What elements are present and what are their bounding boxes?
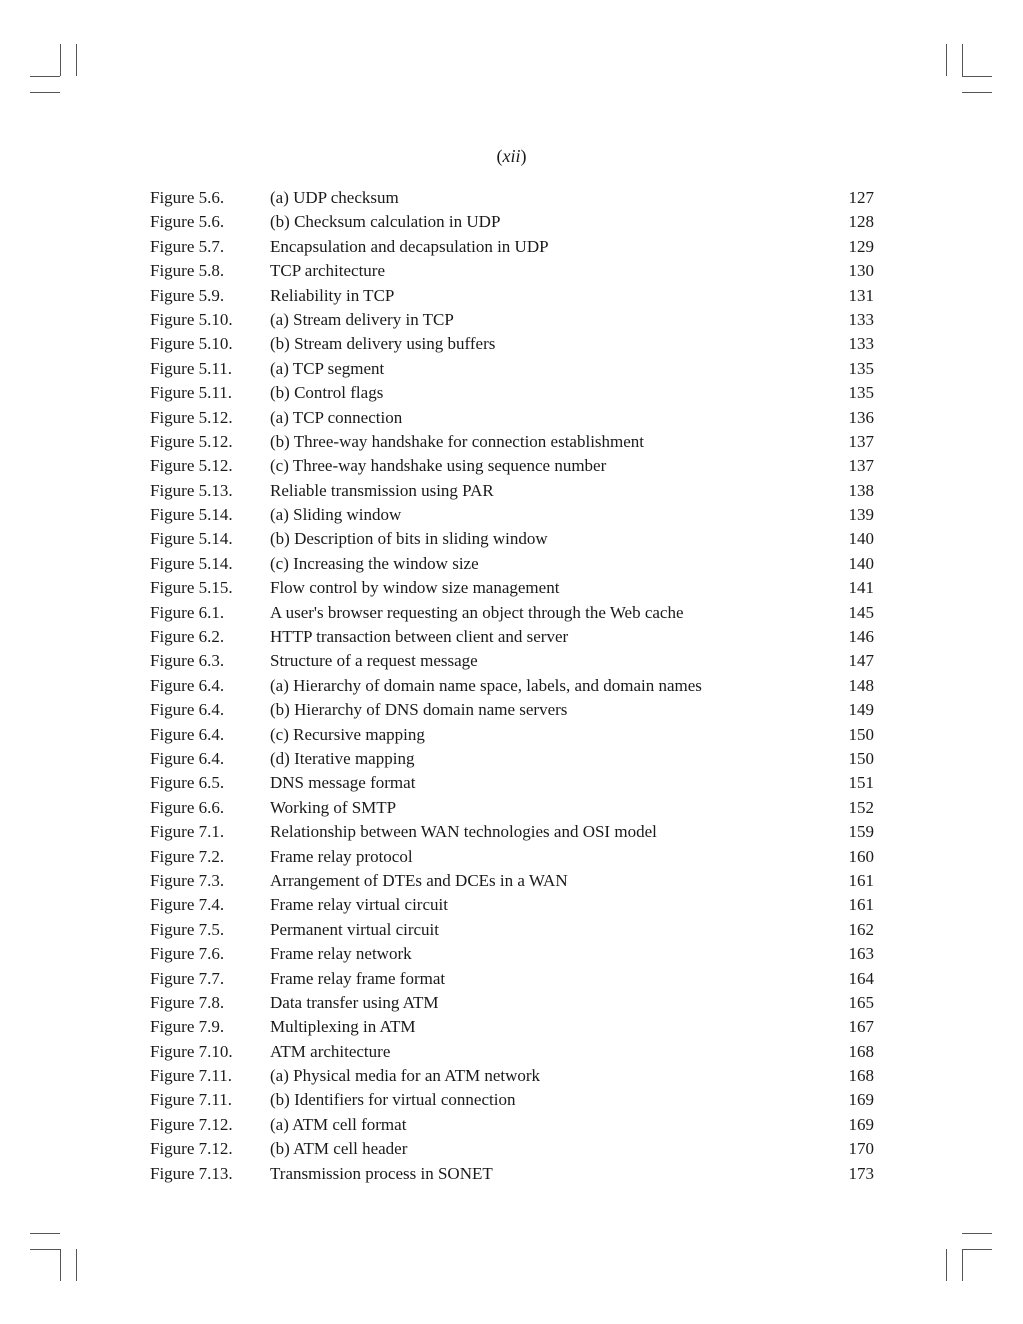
figure-title: HTTP transaction between client and server — [270, 627, 569, 647]
figure-page-number: 138 — [848, 480, 874, 500]
figure-title: (d) Iterative mapping — [270, 748, 415, 768]
figure-entry — [150, 845, 874, 869]
crop-mark — [60, 44, 61, 76]
figure-title: (a) Physical media for an ATM network — [270, 1066, 541, 1086]
figure-entry — [150, 893, 874, 917]
figure-page-number: 146 — [848, 627, 874, 647]
figure-entry — [150, 210, 874, 234]
figure-entry — [150, 479, 874, 503]
figure-number: Figure 5.7. — [150, 236, 225, 256]
crop-mark — [962, 1233, 992, 1234]
figure-page-number: 159 — [848, 822, 874, 842]
figure-title: (b) Stream delivery using buffers — [270, 334, 496, 354]
figure-number: Figure 6.4. — [150, 700, 225, 720]
figure-number: Figure 7.11. — [150, 1090, 233, 1110]
figure-title: Reliable transmission using PAR — [270, 480, 494, 500]
figure-title: Frame relay frame format — [270, 968, 446, 988]
figure-entry — [150, 284, 874, 308]
figure-entry — [150, 259, 874, 283]
figure-title: (a) Hierarchy of domain name space, labels, and domain names — [270, 675, 702, 695]
crop-mark — [30, 1249, 60, 1250]
figure-entry — [150, 406, 874, 430]
figure-page-number: 169 — [848, 1090, 874, 1110]
figure-number: Figure 5.12. — [150, 456, 233, 476]
figure-page-number: 147 — [848, 651, 874, 671]
figure-page-number: 141 — [848, 578, 874, 598]
figure-entry — [150, 1162, 874, 1186]
figure-number: Figure 6.4. — [150, 724, 225, 744]
figure-entry — [150, 820, 874, 844]
figure-number: Figure 5.8. — [150, 261, 225, 281]
figure-title: Arrangement of DTEs and DCEs in a WAN — [270, 870, 568, 890]
figure-title: Encapsulation and decapsulation in UDP — [270, 236, 549, 256]
figure-page-number: 150 — [848, 748, 874, 768]
figure-number: Figure 7.10. — [150, 1041, 233, 1061]
figure-page-number: 163 — [848, 944, 874, 964]
figure-entry — [150, 1113, 874, 1137]
figure-entry — [150, 576, 874, 600]
figure-title: Frame relay protocol — [270, 846, 413, 866]
figure-entry — [150, 674, 874, 698]
figure-number: Figure 5.14. — [150, 529, 233, 549]
figure-number: Figure 6.6. — [150, 797, 225, 817]
figure-number: Figure 5.12. — [150, 431, 233, 451]
figure-title: (b) Checksum calculation in UDP — [270, 212, 501, 232]
crop-mark — [962, 44, 963, 76]
figure-page-number: 140 — [848, 553, 874, 573]
figure-page-number: 165 — [848, 992, 874, 1012]
figure-page-number: 135 — [848, 358, 874, 378]
figure-page-number: 133 — [848, 309, 874, 329]
figure-title: Transmission process in SONET — [270, 1163, 493, 1183]
figure-entry — [150, 332, 874, 356]
figure-title: (c) Increasing the window size — [270, 553, 479, 573]
figure-entry — [150, 1040, 874, 1064]
figure-page-number: 168 — [848, 1066, 874, 1086]
figure-page-number: 136 — [848, 407, 874, 427]
figure-entry — [150, 503, 874, 527]
crop-mark — [76, 44, 77, 76]
figure-entry — [150, 381, 874, 405]
figure-page-number: 150 — [848, 724, 874, 744]
figure-page-number: 160 — [848, 846, 874, 866]
figure-title: (a) Stream delivery in TCP — [270, 309, 454, 329]
figure-number: Figure 7.9. — [150, 1017, 225, 1037]
figure-entry — [150, 308, 874, 332]
figure-page-number: 145 — [848, 602, 874, 622]
figure-page-number: 169 — [848, 1114, 874, 1134]
figure-entry — [150, 869, 874, 893]
figure-number: Figure 7.12. — [150, 1139, 233, 1159]
figure-page-number: 173 — [848, 1163, 874, 1183]
figure-entry — [150, 649, 874, 673]
figure-number: Figure 5.14. — [150, 553, 233, 573]
figure-page-number: 164 — [848, 968, 874, 988]
figure-title: (b) Identifiers for virtual connection — [270, 1090, 516, 1110]
crop-mark — [946, 44, 947, 76]
figure-number: Figure 6.3. — [150, 651, 225, 671]
figure-number: Figure 6.2. — [150, 627, 225, 647]
figure-title: (a) TCP connection — [270, 407, 403, 427]
figure-number: Figure 6.4. — [150, 675, 225, 695]
figure-entry — [150, 967, 874, 991]
figure-title: (b) Description of bits in sliding window — [270, 529, 548, 549]
figure-entry — [150, 942, 874, 966]
figure-page-number: 139 — [848, 505, 874, 525]
figure-entry — [150, 991, 874, 1015]
figure-page-number: 140 — [848, 529, 874, 549]
figure-number: Figure 6.1. — [150, 602, 225, 622]
figure-page-number: 148 — [848, 675, 874, 695]
figure-number: Figure 5.10. — [150, 309, 233, 329]
figure-title: TCP architecture — [270, 261, 386, 281]
figure-entry — [150, 1088, 874, 1112]
figure-entry — [150, 552, 874, 576]
figure-title: (a) TCP segment — [270, 358, 385, 378]
crop-mark — [30, 76, 60, 77]
figure-number: Figure 7.3. — [150, 870, 225, 890]
figure-number: Figure 5.15. — [150, 578, 233, 598]
figure-number: Figure 6.4. — [150, 748, 225, 768]
figure-title: Multiplexing in ATM — [270, 1017, 416, 1037]
figure-entry — [150, 1015, 874, 1039]
figure-number: Figure 7.13. — [150, 1163, 233, 1183]
figure-entry — [150, 918, 874, 942]
figure-title: Data transfer using ATM — [270, 992, 439, 1012]
figure-title: (c) Three-way handshake using sequence number — [270, 456, 607, 476]
figure-page-number: 137 — [848, 431, 874, 451]
figure-number: Figure 7.5. — [150, 919, 225, 939]
figure-number: Figure 5.13. — [150, 480, 233, 500]
figure-entry — [150, 796, 874, 820]
figure-number: Figure 5.12. — [150, 407, 233, 427]
figure-page-number: 168 — [848, 1041, 874, 1061]
page-number-value: xii — [502, 146, 521, 166]
figure-page-number: 162 — [848, 919, 874, 939]
crop-mark — [962, 76, 992, 77]
figure-entry — [150, 771, 874, 795]
figure-title: Frame relay network — [270, 944, 412, 964]
figure-page-number: 161 — [848, 895, 874, 915]
figure-entry — [150, 430, 874, 454]
figure-entry — [150, 357, 874, 381]
crop-mark — [76, 1249, 77, 1281]
figure-number: Figure 5.14. — [150, 505, 233, 525]
figure-entry — [150, 235, 874, 259]
crop-mark — [30, 92, 60, 93]
figure-number: Figure 7.6. — [150, 944, 225, 964]
crop-mark — [962, 1249, 992, 1250]
figure-page-number: 137 — [848, 456, 874, 476]
figure-page-number: 131 — [848, 285, 874, 305]
figure-number: Figure 6.5. — [150, 773, 225, 793]
figure-number: Figure 5.10. — [150, 334, 233, 354]
figure-entry — [150, 747, 874, 771]
figure-entry — [150, 454, 874, 478]
figure-page-number: 152 — [848, 797, 874, 817]
page-number: (xii) — [496, 146, 527, 166]
figure-page-number: 149 — [848, 700, 874, 720]
figure-title: (b) ATM cell header — [270, 1139, 408, 1159]
crop-mark — [30, 1233, 60, 1234]
figure-page-number: 130 — [848, 261, 874, 281]
figure-page-number: 151 — [848, 773, 874, 793]
figure-entry — [150, 601, 874, 625]
figure-page-number: 129 — [848, 236, 874, 256]
figure-number: Figure 7.1. — [150, 822, 225, 842]
crop-mark — [946, 1249, 947, 1281]
figure-number: Figure 5.6. — [150, 188, 225, 207]
figure-entry — [150, 698, 874, 722]
figure-title: Frame relay virtual circuit — [270, 895, 448, 915]
figure-number: Figure 5.9. — [150, 285, 225, 305]
figure-title: Reliability in TCP — [270, 285, 395, 305]
figure-title: (b) Hierarchy of DNS domain name servers — [270, 700, 568, 720]
figure-page-number: 127 — [848, 188, 874, 207]
figure-page-number: 161 — [848, 870, 874, 890]
figure-page-number: 128 — [848, 212, 874, 232]
figure-title: ATM architecture — [270, 1041, 391, 1061]
figure-entry — [150, 527, 874, 551]
figure-entry — [150, 186, 874, 210]
figure-number: Figure 7.7. — [150, 968, 225, 988]
figure-number: Figure 7.11. — [150, 1066, 233, 1086]
figure-title: (a) UDP checksum — [270, 188, 399, 207]
figure-title: (c) Recursive mapping — [270, 724, 425, 744]
crop-mark — [60, 1249, 61, 1281]
figure-page-number: 133 — [848, 334, 874, 354]
figure-title: (b) Control flags — [270, 383, 384, 403]
figure-title: (a) ATM cell format — [270, 1114, 407, 1134]
figure-entry — [150, 1137, 874, 1161]
figure-number: Figure 5.11. — [150, 383, 233, 403]
figure-title: Permanent virtual circuit — [270, 919, 439, 939]
list-of-figures — [150, 186, 874, 1186]
figure-title: (b) Three-way handshake for connection establishment — [270, 431, 645, 451]
figure-title: DNS message format — [270, 773, 416, 793]
figure-number: Figure 7.8. — [150, 992, 225, 1012]
figure-entry — [150, 1064, 874, 1088]
figure-entry — [150, 723, 874, 747]
figure-number: Figure 5.6. — [150, 212, 225, 232]
figure-page-number: 170 — [848, 1139, 874, 1159]
figure-number: Figure 5.11. — [150, 358, 233, 378]
figure-number: Figure 7.4. — [150, 895, 225, 915]
crop-mark — [962, 1249, 963, 1281]
figure-page-number: 135 — [848, 383, 874, 403]
figure-title: Structure of a request message — [270, 651, 478, 671]
figure-number: Figure 7.2. — [150, 846, 225, 866]
figure-title: Flow control by window size management — [270, 578, 560, 598]
figure-number: Figure 7.12. — [150, 1114, 233, 1134]
figure-title: Working of SMTP — [270, 797, 397, 817]
figure-page-number: 167 — [848, 1017, 874, 1037]
figure-entry — [150, 625, 874, 649]
figure-title: Relationship between WAN technologies and OSI model — [270, 822, 657, 842]
figure-title: A user's browser requesting an object through the Web cache — [270, 602, 684, 622]
crop-mark — [962, 92, 992, 93]
figure-title: (a) Sliding window — [270, 505, 402, 525]
